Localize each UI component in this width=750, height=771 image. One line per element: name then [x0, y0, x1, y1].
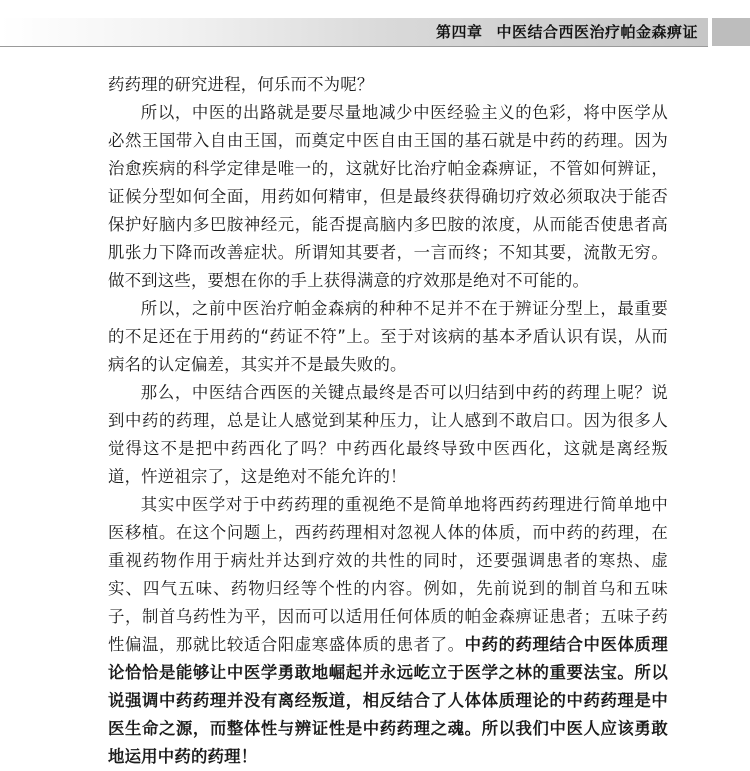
- paragraph-5-bold-text: 中药的药理结合中医体质理论恰恰是能够让中医学勇敢地崛起并永远屹立于医学之林的重要法宝。所以说强调中药药理并没有离经叛道，相反结合了人体体质理论的中药药理是中医生命之源，而整体性与辨证性是中药药理之魂。所以我们中医人应该勇敢地运用中药的药理！: [108, 635, 668, 766]
- paragraph-5-text: 其实中医学对于中药药理的重视绝不是简单地将西药药理进行简单地中医移植。在这个问题上，西药药理相对忽视人体的体质，而中药的药理，在重视药物作用于病灶并达到疗效的共性的同时，还要强调患者的寒热、虚实、四气五味、药物归经等个性的内容。例如，先前说到的制首乌和五味子，制首乌药性为平，因而可以适用任何体质的帕金森痹证患者；五味子药性偏温，那就比较适合阳虚寒盛体质的患者了。: [108, 495, 668, 654]
- paragraph-1: 药药理的研究进程，何乐而不为呢？: [108, 75, 374, 94]
- paragraph-4: 那么，中医结合西医的关键点最终是否可以归结到中药的药理上呢？说到中药的药理，总是让人感觉到某种压力，让人感到不敢启口。因为很多人觉得这不是把中药西化了吗？中药西化最终导致中医西化，这就是离经叛道，忤逆祖宗了，这是绝对不能允许的！: [108, 383, 668, 486]
- paragraph-2: 所以，中医的出路就是要尽量地减少中医经验主义的色彩，将中医学从必然王国带入自由王国，而奠定中医自由王国的基石就是中药的药理。因为治愈疾病的科学定律是唯一的，这就好比治疗帕金森痹证，不管如何辨证，证候分型如何全面，用药如何精审，但是最终获得确切疗效必须取决于能否保护好脑内多巴胺神经元，能否提高脑内多巴胺的浓度，从而能否使患者高肌张力下降而改善症状。所谓知其要者，一言而终；不知其要，流散无穷。做不到这些，要想在你的手上获得满意的疗效那是绝对不可能的。: [108, 103, 668, 290]
- running-header: [0, 18, 750, 46]
- header-title: [436, 21, 698, 42]
- paragraph-3: 所以，之前中医治疗帕金森病的种种不足并不在于辨证分型上，最重要的不足还在于用药的“药证不符”上。至于对该病的基本矛盾认识有误，从而病名的认定偏差，其实并不是最失败的。: [108, 299, 668, 374]
- header-chapter-title: 中医结合西医治疗帕金森痹证: [496, 23, 698, 41]
- header-edge-tab: [712, 18, 750, 46]
- paragraph-5: [108, 491, 668, 771]
- body-text: [108, 71, 668, 771]
- header-chapter: 第四章: [435, 23, 483, 41]
